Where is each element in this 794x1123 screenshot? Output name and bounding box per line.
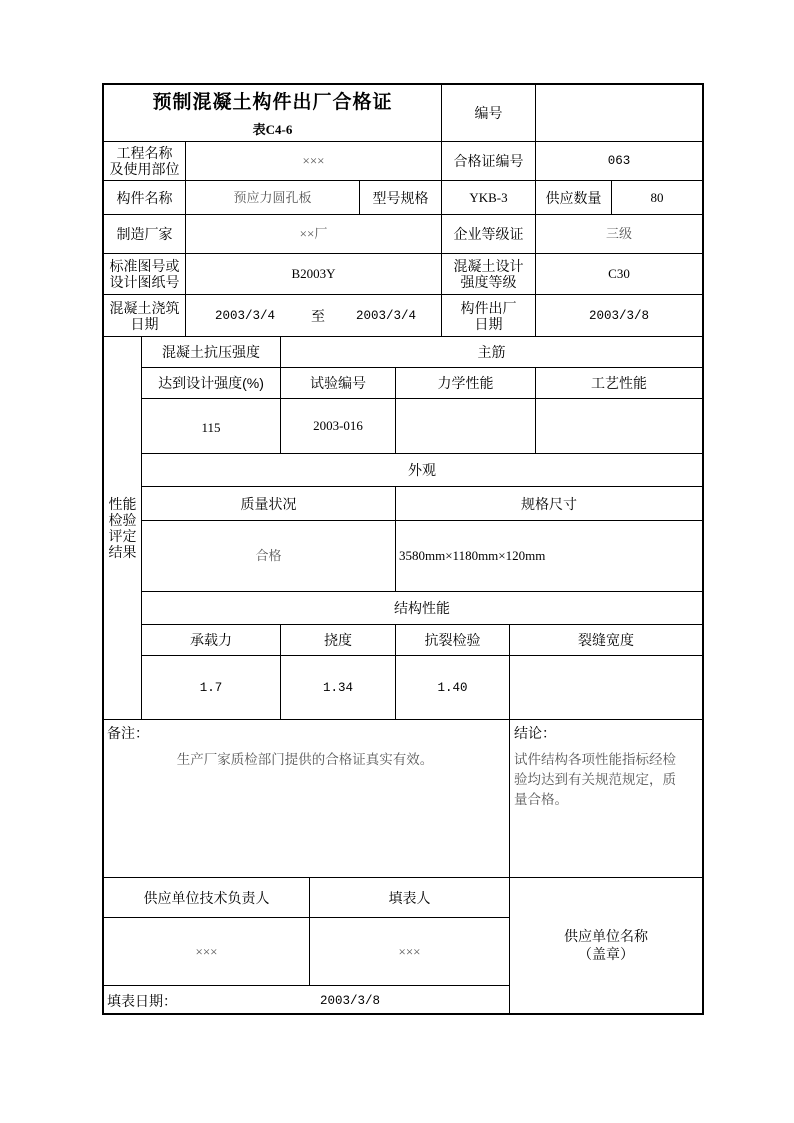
grade-label: 企业等级证 xyxy=(453,226,524,242)
project-label: 工程名称 及使用部位 xyxy=(109,145,180,177)
reach-header: 达到设计强度(%) xyxy=(158,375,264,391)
pour-date-to[interactable]: 2003/3/4 xyxy=(355,308,416,323)
project-value[interactable]: ××× xyxy=(302,153,325,168)
maker-label: 制造厂家 xyxy=(116,226,173,242)
mech-header: 力学性能 xyxy=(437,375,494,391)
fill-date-label: 填表日期： xyxy=(107,993,177,1009)
test-no-value[interactable]: 2003-016 xyxy=(313,418,363,433)
deflection-value[interactable]: 1.34 xyxy=(322,680,353,695)
crack-check-value[interactable]: 1.40 xyxy=(437,680,468,695)
grade-value[interactable]: 三级 xyxy=(605,226,632,241)
test-section-label: 性能 检验 评定 结果 xyxy=(108,496,137,560)
component-value[interactable]: 预应力圆孔板 xyxy=(233,189,312,205)
remarks-text[interactable]: 生产厂家质检部门提供的合格证真实有效。 xyxy=(176,752,434,767)
pour-date-from[interactable]: 2003/3/4 xyxy=(214,308,275,323)
cert-no-value[interactable]: 063 xyxy=(607,154,631,168)
crack-check-header: 抗裂检验 xyxy=(424,632,481,648)
structure-header: 结构性能 xyxy=(394,600,450,616)
dimension-header: 规格尺寸 xyxy=(521,495,577,512)
supplier-unit-label: 供应单位名称 （盖章） xyxy=(564,928,648,962)
test-no-header: 试验编号 xyxy=(310,375,366,391)
maker-value[interactable]: ××厂 xyxy=(299,226,328,241)
qty-value[interactable]: 80 xyxy=(650,189,664,205)
appearance-header: 外观 xyxy=(408,462,436,478)
crack-width-header: 裂缝宽度 xyxy=(578,632,634,648)
tech-lead-label: 供应单位技术负责人 xyxy=(143,889,270,906)
quality-header: 质量状况 xyxy=(240,495,297,512)
number-value[interactable] xyxy=(536,85,702,141)
grid-line xyxy=(102,719,704,720)
model-value[interactable]: YKB-3 xyxy=(469,189,508,205)
model-label: 型号规格 xyxy=(372,189,429,206)
form-code: 表C4-6 xyxy=(252,122,293,137)
compress-header: 混凝土抗压强度 xyxy=(162,344,260,360)
fill-date-value[interactable]: 2003/3/8 xyxy=(319,994,380,1008)
component-label: 构件名称 xyxy=(116,189,173,206)
pour-date-label: 混凝土浇筑 日期 xyxy=(109,299,180,332)
number-label: 编号 xyxy=(474,105,503,121)
process-value[interactable] xyxy=(536,399,702,453)
cert-no-label: 合格证编号 xyxy=(453,153,524,169)
drawing-value[interactable]: B2003Y xyxy=(291,266,336,281)
filler-label: 填表人 xyxy=(388,889,431,906)
process-header: 工艺性能 xyxy=(591,375,647,391)
form-title: 预制混凝土构件出厂合格证 xyxy=(152,92,393,113)
deflection-header: 挠度 xyxy=(324,632,352,648)
dimension-value[interactable]: 3580mm×1180mm×120mm xyxy=(399,548,546,563)
reach-value[interactable]: 115 xyxy=(201,420,221,435)
conclusion-label: 结论： xyxy=(514,725,556,741)
leave-date-value[interactable]: 2003/3/8 xyxy=(588,308,649,323)
crack-width-value[interactable] xyxy=(510,656,702,719)
grid-line xyxy=(102,985,510,986)
pour-date-to-word: 至 xyxy=(311,307,325,324)
qty-label: 供应数量 xyxy=(545,189,602,206)
leave-date-label: 构件出厂 日期 xyxy=(460,299,517,332)
strength-label: 混凝土设计 强度等级 xyxy=(453,258,524,290)
capacity-value[interactable]: 1.7 xyxy=(199,680,223,695)
filler-value[interactable]: ××× xyxy=(398,943,421,959)
rebar-header: 主筋 xyxy=(477,344,506,360)
tech-lead-value[interactable]: ××× xyxy=(195,943,218,959)
conclusion-text[interactable]: 试件结构各项性能指标经检 验均达到有关规范规定，质 量合格。 xyxy=(514,752,676,807)
mech-value[interactable] xyxy=(396,399,535,453)
remarks-label: 备注： xyxy=(107,725,149,741)
quality-value[interactable]: 合格 xyxy=(255,548,282,563)
strength-value[interactable]: C30 xyxy=(608,266,630,281)
drawing-label: 标准图号或 设计图纸号 xyxy=(109,258,180,290)
capacity-header: 承载力 xyxy=(190,632,232,648)
